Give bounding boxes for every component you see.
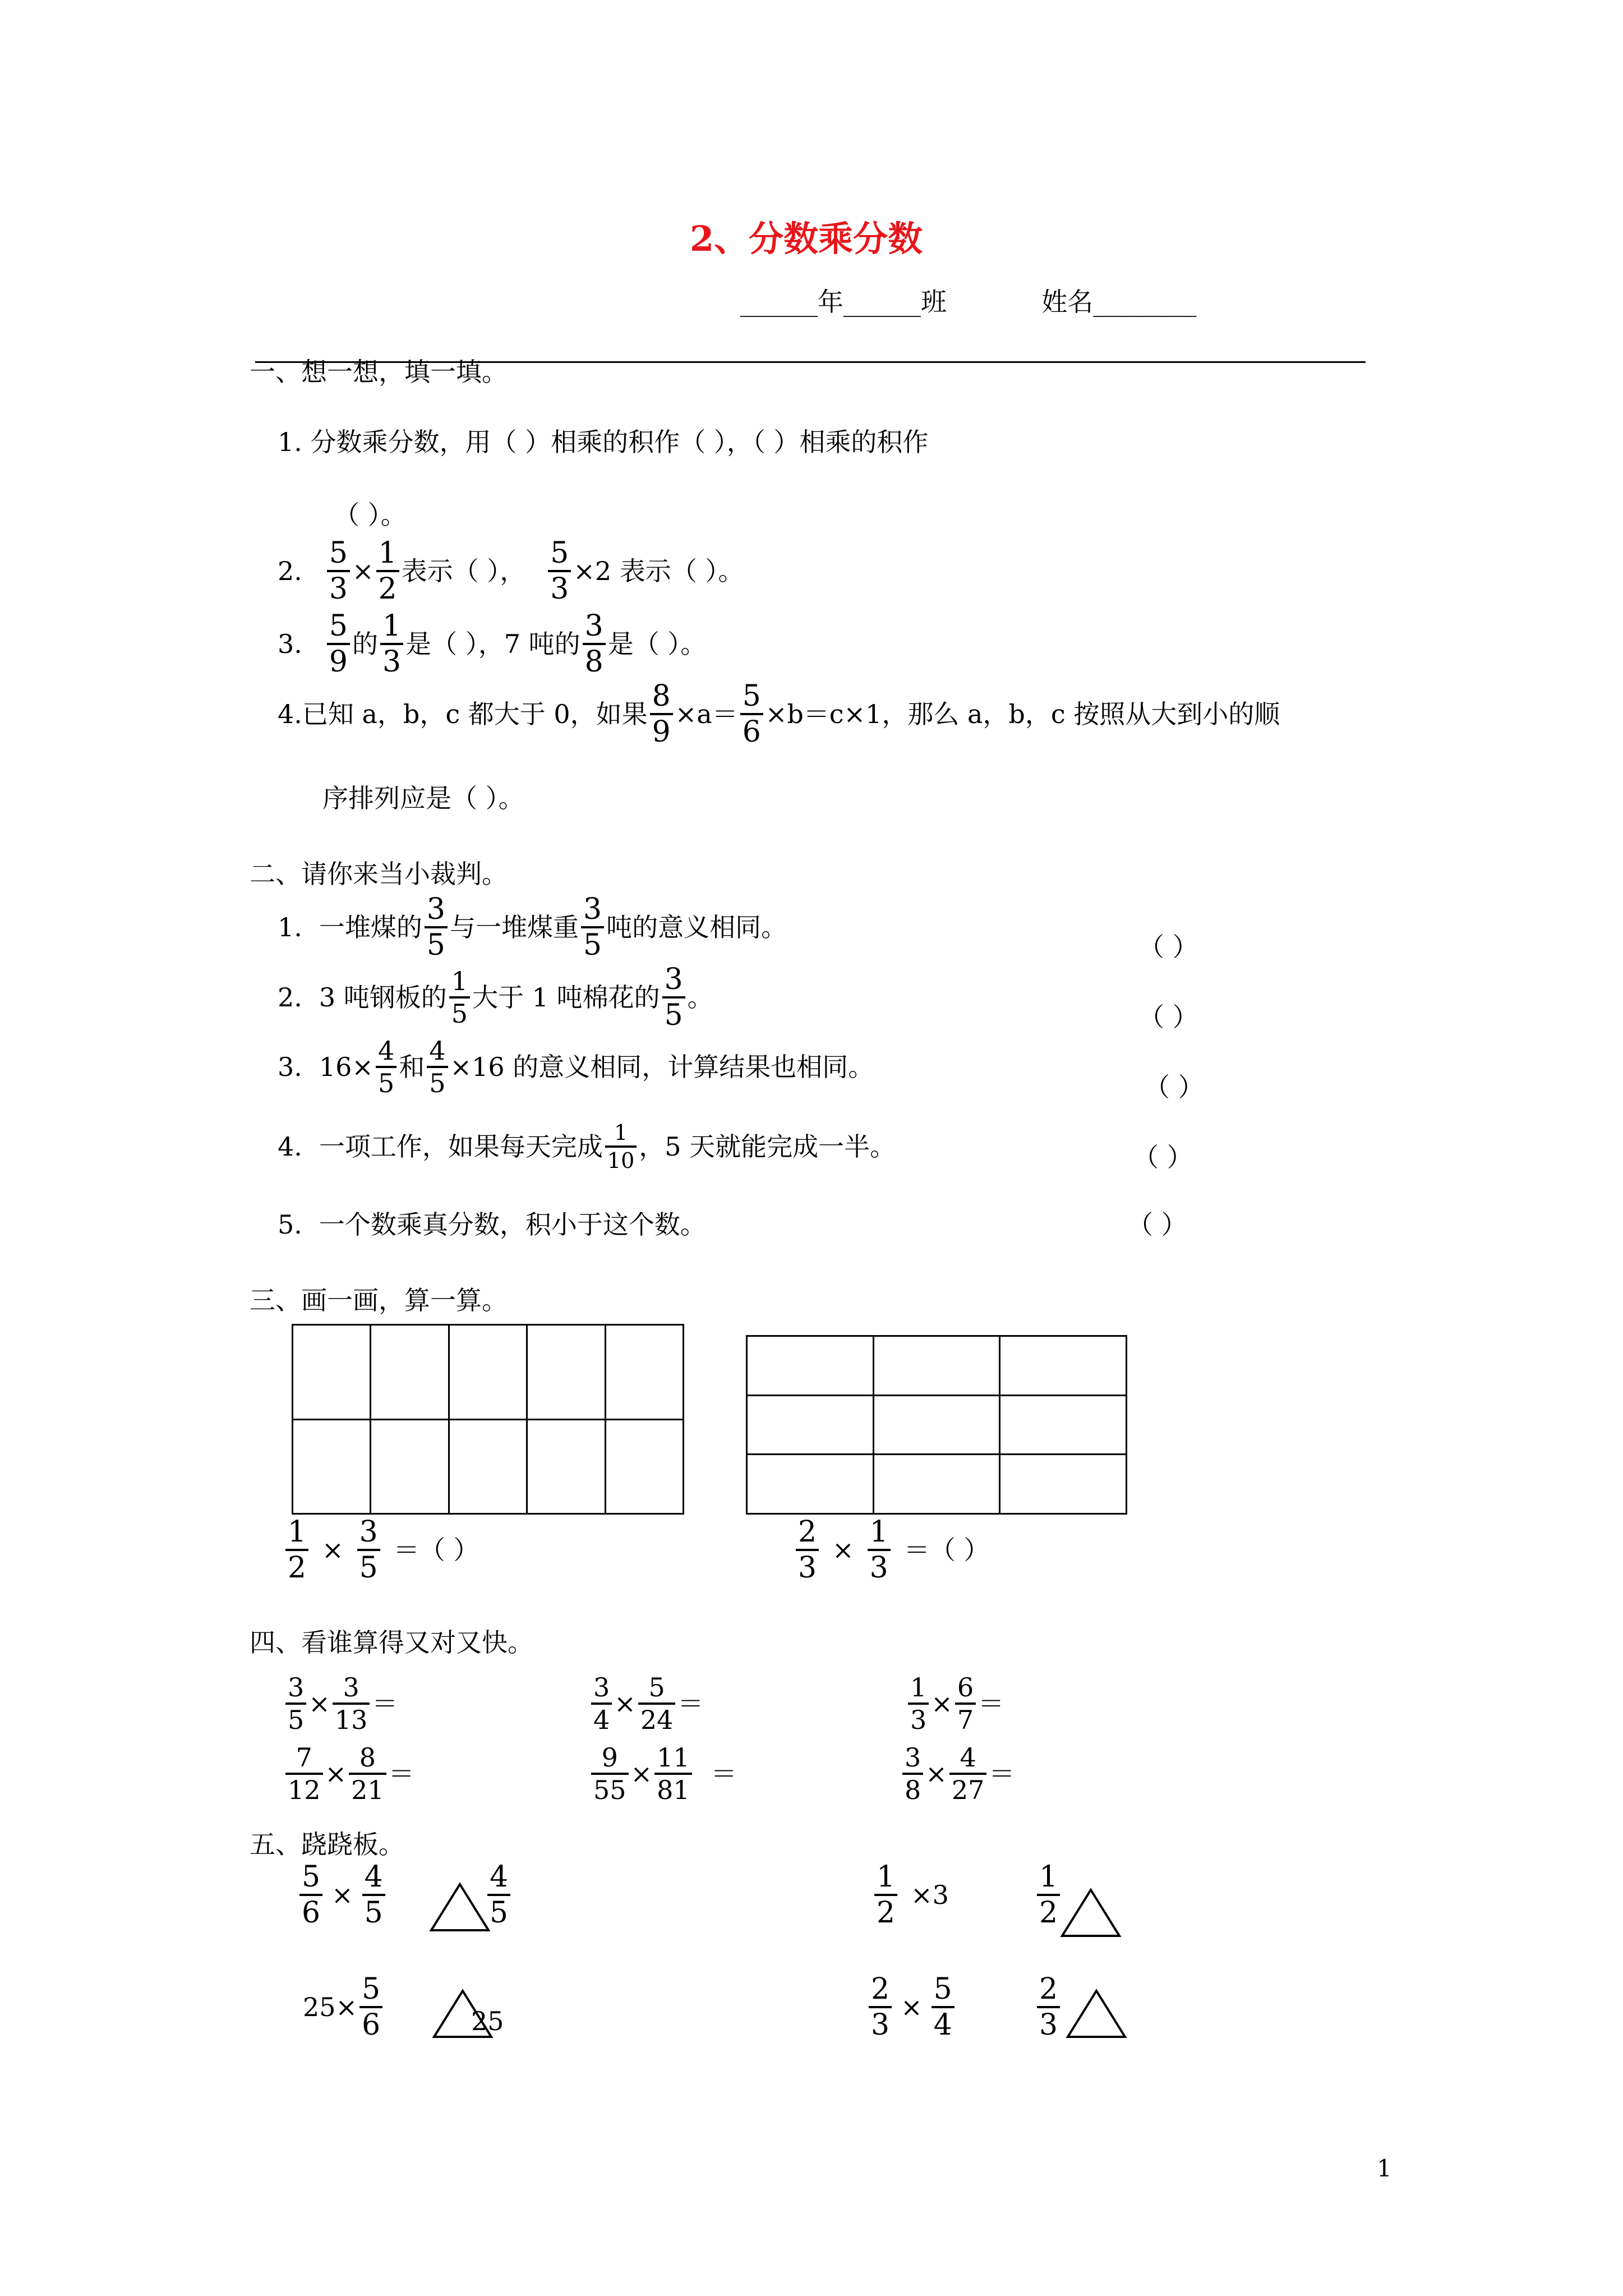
times-sign: × [325,1759,347,1789]
answer-blank[interactable]: ＝（ ） [903,1535,990,1565]
fraction: $\frac{3}{5}$ [662,965,685,1030]
s1-q1-line2: （ ）。 [334,500,407,530]
class-label: 班 [921,287,947,317]
fraction: $\frac{1}{3}$ [380,611,403,677]
fraction: $\frac{5}{24}$ [638,1674,676,1733]
grade-blank[interactable]: ______ [740,287,818,317]
q-text: 一项工作，如果每天完成 [319,1131,603,1162]
fraction: $\frac{1}{5}$ [449,968,470,1027]
s4-problem-1[interactable] [283,1674,398,1733]
q-text: 。 [687,982,713,1013]
q-number: 3. [278,629,302,659]
fraction: $\frac{5}{6}$ [299,1862,322,1927]
fraction: $\frac{1}{2}$ [376,539,399,604]
compare-triangle-icon[interactable] [429,1882,491,1932]
answer-paren[interactable]: （ ） [1138,1002,1198,1032]
q3-text2: 是（ ），7 吨的 [405,629,580,659]
fraction: $\frac{9}{55}$ [591,1745,629,1803]
times-sign: × [352,556,374,586]
s5-compare-1-left [297,1860,388,1930]
times-sign: × [931,1688,953,1719]
q4-text1: 4.已知 a，b，c 都大于 0，如果 [278,699,648,729]
section4-heading: 四、看谁算得又对又快。 [250,1627,533,1658]
times-sign: × [630,1759,653,1789]
q-text: ，5 天就能完成一半。 [639,1131,896,1162]
fraction: $\frac{3}{8}$ [902,1745,923,1803]
q-number: 4. [278,1131,302,1162]
q-number: 2. [278,982,302,1013]
q4-text2: ×a＝ [675,699,738,729]
s5-compare-2-right [1035,1860,1062,1930]
q4-text3: ×b＝c×1，那么 a，b，c 按照从大到小的顺 [765,699,1280,729]
q-text: 一堆煤的 [319,912,422,942]
s1-q4 [278,679,1280,749]
fraction: $\frac{4}{5}$ [376,1038,396,1096]
class-blank[interactable]: ______ [843,287,921,317]
answer-paren[interactable]: （ ） [1127,1209,1187,1240]
times-sign: × [901,1992,923,2022]
compare-triangle-icon[interactable] [1060,1888,1122,1938]
fraction: $\frac{3}{5}$ [357,1517,380,1582]
times-sign: × [308,1688,330,1719]
q3-text3: 是（ ）。 [607,629,707,659]
equals-sign: ＝ [388,1759,414,1789]
fraction: $\frac{5}{4}$ [932,1975,955,2040]
q-text: ×16 的意义相同，计算结果也相同。 [450,1052,874,1082]
page-title: 2、分数乘分数 [690,218,923,259]
times-sign: × [832,1535,854,1565]
compare-triangle-icon[interactable] [1066,1989,1127,2039]
q-text: 3 吨钢板的 [319,982,447,1013]
fraction: $\frac{4}{5}$ [362,1862,385,1927]
s2-q4 [278,1122,896,1171]
fraction: $\frac{3}{8}$ [583,611,606,677]
fraction: $\frac{8}{21}$ [349,1745,386,1803]
q-number: 1. [278,912,302,942]
s3-eq2 [794,1515,990,1585]
answer-paren[interactable]: （ ） [1133,1142,1193,1172]
q2-text1: 表示（ ）， [401,556,526,586]
fraction: $\frac{4}{27}$ [949,1745,987,1803]
q-text: 一个数乘真分数，积小于这个数。 [319,1209,706,1240]
s4-problem-5[interactable] [589,1742,737,1805]
fraction: $\frac{2}{3}$ [869,1975,892,2040]
q-text: 16× [319,1052,374,1082]
q-text: 大于 1 吨棉花的 [472,982,660,1013]
equals-sign: ＝ [978,1688,1004,1719]
fraction: $\frac{11}{81}$ [654,1745,692,1803]
number-25-right: 25 [471,2006,504,2036]
s1-q2 [278,536,744,606]
answer-paren[interactable]: （ ） [1144,1072,1204,1102]
fraction: $\frac{3}{13}$ [333,1674,370,1733]
q3-text1: 的 [352,629,378,659]
s1-q4-line2: 序排列应是（ ）。 [322,783,524,813]
name-label: 姓名 [1041,287,1094,317]
fraction: $\frac{5}{6}$ [740,682,763,747]
s4-problem-6[interactable] [900,1742,1015,1805]
section2-heading: 二、请你来当小裁判。 [250,859,508,889]
fraction: $\frac{7}{12}$ [285,1745,323,1803]
q-number: 3. [278,1052,302,1082]
equals-sign: ＝ [677,1688,704,1719]
fraction: $\frac{1}{10}$ [605,1122,637,1171]
q-number: 2. [278,556,302,586]
drawing-grid-2x5[interactable] [292,1324,684,1515]
fraction: $\frac{1}{2}$ [1037,1862,1060,1927]
fraction: $\frac{8}{9}$ [650,682,673,747]
fraction: $\frac{5}{9}$ [327,611,350,677]
section1-heading: 一、想一想，填一填。 [250,357,508,387]
s2-q1 [278,892,787,962]
s4-problem-2[interactable] [589,1674,703,1733]
s5-compare-4-left [866,1972,957,2042]
q-number: 5. [278,1209,302,1240]
page-number: 1 [1377,2155,1392,2182]
equals-sign: ＝ [372,1688,398,1719]
fraction: $\frac{3}{5}$ [425,895,448,960]
fraction: $\frac{6}{7}$ [955,1674,976,1733]
s1-q3 [278,611,706,677]
fraction: $\frac{2}{3}$ [796,1517,819,1582]
times-sign: × [614,1688,636,1719]
fraction: $\frac{5}{6}$ [359,1975,382,2040]
q2-text2: ×2 表示（ ）。 [573,556,744,586]
s1-q1-line1: 1. 分数乘分数，用（ ）相乘的积作（ ），（ ）相乘的积作 [278,427,929,457]
number-25: 25× [303,1992,358,2022]
times-three: ×3 [911,1880,949,1910]
times-sign: × [925,1759,947,1789]
q-text: 吨的意义相同。 [606,912,787,942]
equals-sign: ＝ [711,1759,737,1789]
q-text: 和 [399,1052,425,1082]
s5-compare-1-right [485,1860,513,1930]
s4-problem-3[interactable] [906,1674,1004,1733]
s2-q5 [278,1209,706,1240]
times-sign: × [322,1535,344,1565]
s5-compare-2-left [872,1860,949,1930]
fraction: $\frac{3}{5}$ [581,895,604,960]
times-sign: × [331,1880,353,1910]
answer-paren[interactable]: （ ） [1138,932,1198,962]
equals-sign: ＝ [989,1759,1015,1789]
fraction: $\frac{4}{5}$ [427,1038,448,1096]
fraction: $\frac{1}{2}$ [874,1862,897,1927]
answer-blank[interactable]: ＝（ ） [393,1535,479,1565]
s4-problem-4[interactable] [283,1742,414,1805]
s2-q3 [278,1038,874,1096]
drawing-grid-3x3[interactable] [746,1335,1127,1515]
s5-compare-3-left [303,1972,385,2042]
fraction: $\frac{1}{3}$ [868,1517,891,1582]
name-blank[interactable]: ________ [1093,287,1197,317]
fraction: $\frac{1}{2}$ [285,1517,308,1582]
s5-compare-4-right [1035,1972,1062,2042]
s3-eq1 [283,1515,479,1585]
grade-label: 年 [818,287,843,317]
student-info-line [740,289,1196,315]
q-text: 与一堆煤重 [449,912,579,942]
fraction: $\frac{4}{5}$ [487,1862,510,1927]
fraction: $\frac{1}{3}$ [908,1674,929,1733]
section3-heading: 三、画一画，算一算。 [250,1285,508,1315]
section5-heading: 五、跷跷板。 [250,1829,404,1860]
fraction: $\frac{3}{4}$ [591,1674,612,1733]
fraction: $\frac{5}{3}$ [548,539,571,604]
fraction: $\frac{3}{5}$ [285,1674,306,1733]
fraction: $\frac{2}{3}$ [1037,1975,1060,2040]
s2-q2 [278,965,713,1030]
fraction: $\frac{5}{3}$ [327,539,350,604]
